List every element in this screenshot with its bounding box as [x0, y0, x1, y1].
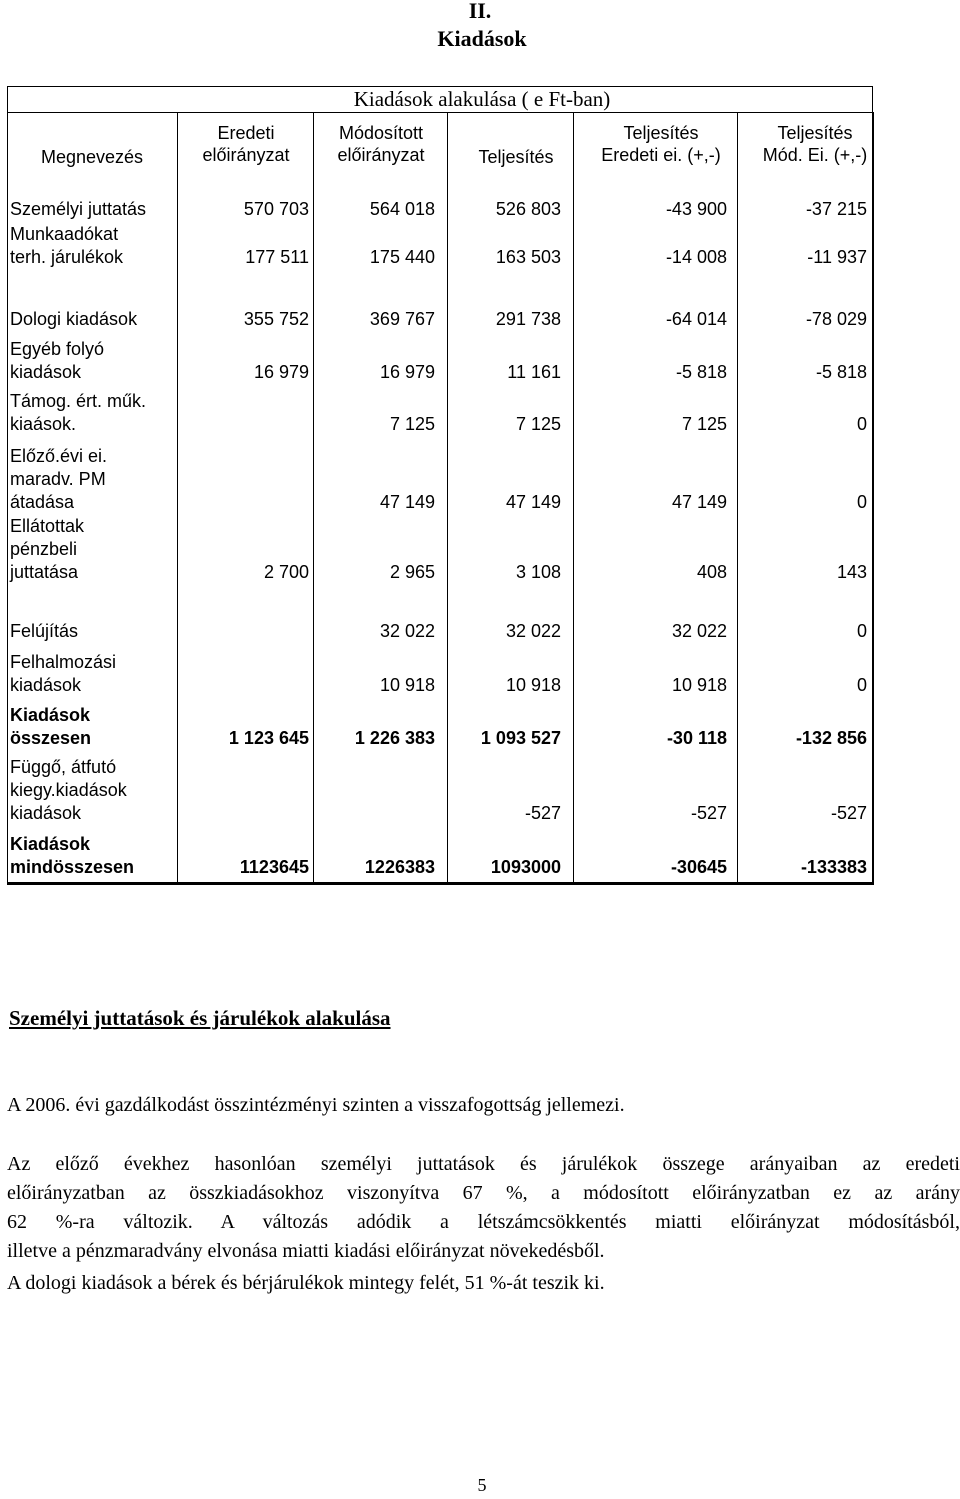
row-label — [10, 651, 116, 697]
cell-diff-mod: 143 — [836, 562, 867, 582]
paragraph-2-line: előirányzatban az összkiadásokhoz viszonyítva 67 %, a módosított előirányzatban ez az arány — [7, 1182, 960, 1204]
cell-diff-mod: -132 856 — [795, 728, 867, 748]
row-label — [10, 620, 78, 643]
header-diff-original-line2: Eredeti ei. (+,-) — [601, 145, 721, 165]
column-divider — [177, 112, 178, 884]
row-label-line: Támog. ért. műk. — [10, 391, 147, 411]
cell-diff-mod: 0 — [856, 621, 867, 641]
cell-mod: 564 018 — [369, 199, 435, 219]
cell-perf: 47 149 — [505, 492, 561, 512]
row-label-line: Egyéb folyó — [10, 339, 105, 359]
cell-perf: 163 503 — [495, 247, 561, 267]
cell-diff-orig: -527 — [690, 803, 727, 823]
cell-perf: 3 108 — [515, 562, 561, 582]
header-modified-line2: előirányzat — [337, 145, 425, 165]
cell-diff-orig: 7 125 — [681, 414, 727, 434]
cell-perf: 1093000 — [490, 857, 561, 877]
cell-mod: 1 226 383 — [354, 728, 435, 748]
cell-orig: 1123645 — [239, 857, 309, 877]
paragraph-2-line: illetve a pénzmaradvány elvonása miatti kiadási előirányzat növekedésből. — [7, 1240, 605, 1262]
header-divider — [7, 112, 873, 113]
paragraph-2 — [7, 1150, 960, 1266]
cell-perf: 11 161 — [507, 362, 561, 382]
header-diff-modified-line1: Teljesítés — [777, 123, 853, 143]
cell-diff-orig: 47 149 — [671, 492, 727, 512]
cell-diff-orig: 10 918 — [671, 675, 727, 695]
row-label-line: Ellátottak — [10, 516, 85, 536]
cell-perf: 7 125 — [515, 414, 561, 434]
cell-diff-orig: -5 818 — [675, 362, 727, 382]
table-shadow-right — [872, 112, 874, 885]
table-caption: Kiadások alakulása ( e Ft-ban) — [353, 87, 611, 111]
cell-diff-mod: 0 — [856, 414, 867, 434]
row-label-line: mindösszesen — [10, 857, 135, 877]
column-divider — [313, 112, 314, 884]
cell-diff-orig: 32 022 — [671, 621, 727, 641]
header-diff-original — [577, 122, 745, 166]
cell-mod: 16 979 — [379, 362, 435, 382]
row-label-line: kiaások. — [10, 414, 77, 434]
cell-diff-mod: 0 — [856, 675, 867, 695]
row-label — [10, 338, 104, 384]
row-label — [10, 223, 123, 269]
cell-perf: 1 093 527 — [480, 728, 561, 748]
row-label-line: átadása — [10, 492, 75, 512]
page-number: 5 — [477, 1475, 487, 1495]
cell-perf: 10 918 — [505, 675, 561, 695]
header-name-text: Megnevezés — [40, 147, 144, 167]
section-heading: Személyi juttatások és járulékok alakulása — [9, 1006, 391, 1030]
row-label-line: Felhalmozási — [10, 652, 117, 672]
cell-orig: 355 752 — [243, 309, 309, 329]
cell-diff-mod: -78 029 — [805, 309, 867, 329]
cell-mod: 10 918 — [379, 675, 435, 695]
cell-diff-mod: -133383 — [800, 857, 867, 877]
table-shadow-bottom — [7, 882, 874, 885]
cell-orig: 177 511 — [245, 247, 309, 267]
header-modified — [314, 122, 448, 166]
section-title: Kiadások — [437, 26, 527, 51]
cell-orig: 16 979 — [253, 362, 309, 382]
row-label-line: Munkaadókat — [10, 224, 119, 244]
row-label-line: terh. járulékok — [10, 247, 124, 267]
row-label-line: összesen — [10, 728, 92, 748]
cell-diff-orig: -30645 — [670, 857, 727, 877]
cell-diff-mod: -37 215 — [805, 199, 867, 219]
cell-mod: 47 149 — [379, 492, 435, 512]
cell-diff-orig: 408 — [696, 562, 727, 582]
row-label-line: maradv. PM — [10, 469, 106, 489]
cell-diff-orig: -30 118 — [666, 728, 727, 748]
cell-diff-mod: -11 937 — [807, 247, 867, 267]
expenses-table — [7, 86, 873, 885]
paragraph-3: A dologi kiadások a bérek és bérjárulékok mintegy felét, 51 %-át teszik ki. — [7, 1272, 605, 1294]
column-divider — [737, 112, 738, 884]
row-label-line: pénzbeli — [10, 539, 78, 559]
row-label — [10, 515, 84, 584]
cell-diff-mod: -5 818 — [815, 362, 867, 382]
cell-diff-mod: -527 — [830, 803, 867, 823]
header-performance — [449, 146, 583, 168]
header-name — [7, 146, 177, 168]
cell-orig: 1 123 645 — [228, 728, 309, 748]
row-label — [10, 390, 146, 436]
cell-perf: 32 022 — [505, 621, 561, 641]
row-label — [10, 704, 91, 750]
row-label-line: kiadások — [10, 675, 82, 695]
row-label-line: kiadások — [10, 803, 82, 823]
cell-mod: 175 440 — [369, 247, 435, 267]
paragraph-1: A 2006. évi gazdálkodást összintézményi szinten a visszafogottság jellemezi. — [7, 1094, 625, 1116]
header-original-line2: előirányzat — [202, 145, 290, 165]
cell-mod: 7 125 — [389, 414, 435, 434]
cell-mod: 32 022 — [379, 621, 435, 641]
header-diff-original-line1: Teljesítés — [623, 123, 699, 143]
row-label-line: kiadások — [10, 362, 82, 382]
section-number: II. — [468, 0, 492, 23]
cell-orig: 570 703 — [243, 199, 309, 219]
header-diff-modified — [735, 122, 895, 166]
row-label — [10, 756, 127, 825]
row-label — [10, 445, 107, 514]
cell-mod: 2 965 — [389, 562, 435, 582]
row-label-line: Kiadások — [10, 705, 91, 725]
row-label-line: Személyi juttatás — [10, 199, 147, 219]
cell-diff-orig: -43 900 — [665, 199, 727, 219]
row-label-line: Dologi kiadások — [10, 309, 138, 329]
header-diff-modified-line2: Mód. Ei. (+,-) — [762, 145, 868, 165]
row-label-line: Felújítás — [10, 621, 79, 641]
cell-orig: 2 700 — [263, 562, 309, 582]
row-label — [10, 308, 137, 331]
cell-perf: 291 738 — [495, 309, 561, 329]
cell-diff-mod: 0 — [856, 492, 867, 512]
cell-diff-orig: -14 008 — [665, 247, 727, 267]
cell-perf: -527 — [524, 803, 561, 823]
cell-perf: 526 803 — [495, 199, 561, 219]
cell-mod: 369 767 — [369, 309, 435, 329]
row-label-line: Függő, átfutó — [10, 757, 117, 777]
paragraph-2-line: 62 %-ra változik. A változás adódik a létszámcsökkentés miatti előirányzat módosításból, — [7, 1211, 960, 1233]
row-label-line: juttatása — [10, 562, 79, 582]
paragraph-2-line: Az előző évekhez hasonlóan személyi juttatások és járulékok összege arányaiban az eredeti — [7, 1153, 960, 1175]
row-label-line: Kiadások — [10, 834, 91, 854]
cell-diff-orig: -64 014 — [665, 309, 727, 329]
column-divider — [573, 112, 574, 884]
header-performance-text: Teljesítés — [478, 147, 554, 167]
row-label — [10, 833, 134, 879]
row-label-line: Előző.évi ei. — [10, 446, 108, 466]
row-label-line: kiegy.kiadások — [10, 780, 127, 800]
header-original — [179, 122, 313, 166]
header-modified-line1: Módosított — [338, 123, 424, 143]
cell-mod: 1226383 — [364, 857, 435, 877]
column-divider — [447, 112, 448, 884]
row-label — [10, 198, 146, 221]
header-original-line1: Eredeti — [217, 123, 275, 143]
